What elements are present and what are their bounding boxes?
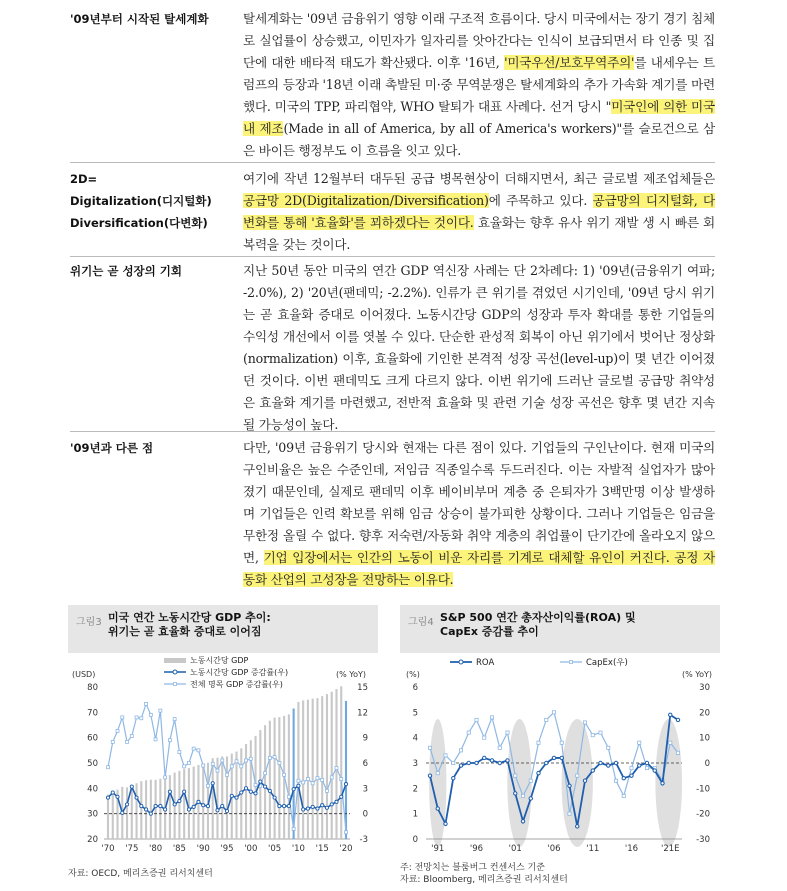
section-paragraph: [243, 8, 715, 162]
point-nominal-gdp-growth: [154, 738, 157, 741]
point-capex: [506, 731, 509, 734]
bar-labor-gdp: [126, 787, 128, 839]
legend-label: ROA: [476, 658, 495, 668]
bar-labor-gdp: [159, 779, 161, 839]
point-nominal-gdp-growth: [325, 789, 328, 792]
point-labor-gdp-growth: [259, 780, 262, 783]
point-nominal-gdp-growth: [230, 765, 233, 768]
y-tick-left: 4: [412, 733, 418, 744]
point-nominal-gdp-growth: [345, 831, 348, 834]
paragraph-text: 를 내세우는 트럼프의 등장과 '18년 이래 촉발된 미·중 무역분쟁은 탈세계화의 추가 가속화 계기를 마련했다. 미국의 TPP, 파리협약, WHO 탈퇴가 대표 사례다. 선거 당시 ": [243, 55, 716, 114]
x-tick: '15: [315, 844, 329, 854]
bar-labor-gdp: [321, 696, 323, 839]
point-nominal-gdp-growth: [140, 717, 143, 720]
point-roa: [661, 782, 664, 785]
point-capex: [537, 741, 540, 744]
point-capex: [645, 766, 648, 769]
point-roa: [506, 759, 509, 762]
bar-labor-gdp: [193, 767, 195, 839]
bar-labor-gdp: [188, 768, 190, 839]
point-nominal-gdp-growth: [121, 716, 124, 719]
point-nominal-gdp-growth: [135, 716, 138, 719]
bar-labor-gdp: [269, 721, 271, 839]
point-capex: [614, 779, 617, 782]
point-labor-gdp-growth: [344, 783, 347, 786]
point-capex: [630, 766, 633, 769]
x-tick: '80: [149, 844, 163, 854]
point-roa: [622, 777, 625, 780]
paragraph-text: 효율화는 향후 유사 위기 재발 생 시 빠른 회복력을 갖는 것이다.: [243, 215, 715, 252]
point-nominal-gdp-growth: [206, 784, 209, 787]
legend-label: CapEx(우): [586, 658, 628, 668]
point-capex: [545, 718, 548, 721]
figure-tag: 그림4: [408, 617, 434, 628]
point-capex: [568, 812, 571, 815]
point-roa: [475, 761, 478, 764]
point-nominal-gdp-growth: [173, 718, 176, 721]
point-capex: [607, 746, 610, 749]
y-tick-left: 2: [412, 784, 418, 795]
point-nominal-gdp-growth: [264, 772, 267, 775]
y-tick-left: 1: [412, 809, 418, 820]
bar-labor-gdp: [140, 781, 142, 839]
point-labor-gdp-growth: [306, 807, 309, 810]
x-tick: '00: [244, 844, 258, 854]
point-nominal-gdp-growth: [226, 773, 229, 776]
point-roa: [467, 761, 470, 764]
point-nominal-gdp-growth: [149, 713, 152, 716]
highlighted-text: 기업 입장에서는 인간의 노동이 비운 자리를 기계로 대체할 유인이 커진다. 공정 자동화 산업의 고성장을 전망하는 이유다.: [243, 550, 715, 587]
x-tick: '16: [624, 844, 639, 854]
divider: [70, 256, 715, 257]
point-labor-gdp-growth: [221, 804, 224, 807]
point-roa: [568, 784, 571, 787]
y-tick-right: -30: [696, 835, 710, 845]
bar-labor-gdp: [312, 699, 314, 839]
point-labor-gdp-growth: [130, 785, 133, 788]
shaded-period: [655, 719, 682, 847]
point-labor-gdp-growth: [116, 795, 119, 798]
bar-labor-gdp: [274, 718, 276, 839]
y-tick-right: 0: [362, 809, 368, 820]
point-labor-gdp-growth: [249, 790, 252, 793]
y-tick-left: 30: [87, 809, 98, 820]
paragraph-text: 에 주목하고 있다.: [488, 193, 593, 208]
point-roa: [444, 822, 447, 825]
chart-labor-gdp: [68, 647, 378, 875]
y-tick-left: 60: [87, 733, 98, 744]
x-tick: '96: [469, 844, 484, 854]
y-tick-left: 40: [87, 784, 98, 795]
divider: [70, 431, 715, 432]
point-nominal-gdp-growth: [183, 765, 186, 768]
point-nominal-gdp-growth: [321, 778, 324, 781]
point-roa: [490, 759, 493, 762]
point-nominal-gdp-growth: [130, 734, 133, 737]
point-capex: [529, 779, 532, 782]
point-labor-gdp-growth: [164, 808, 167, 811]
y-tick-left: 80: [87, 683, 98, 693]
x-tick: '75: [125, 844, 139, 854]
point-roa: [560, 756, 563, 759]
point-nominal-gdp-growth: [273, 756, 276, 759]
point-roa: [614, 761, 617, 764]
point-labor-gdp-growth: [125, 803, 128, 806]
y-tick-left: 70: [87, 708, 98, 719]
y-tick-right: -10: [696, 784, 710, 795]
point-labor-gdp-growth: [263, 785, 266, 788]
paragraph-text: 다만, '09년 금융위기 당시와 현재는 다른 점이 있다. 기업들의 구인난이다. 현재 미국의 구인비율은 높은 수준인데, 저임금 직종일수록 두드러진다. 이는 자발적 실업자가 많아졌기 때문인데, 실제로 팬데믹 이후 베이비부머 계층 중 은퇴자가 3백만명 이상 발생하며 기업들은 인력 확보를 위해 임금 상승이 불가피한 상황이다. 그러나 기업들은 임금을 무한정 올릴 수 없다. 향후 저숙련/자동화 취약 계층의 취업률이 단기간에 올라오지 않으면,: [243, 440, 715, 565]
point-nominal-gdp-growth: [311, 782, 314, 785]
paragraph-text: 탈세계화는 '09년 금융위기 영향 이래 구조적 흐름이다. 당시 미국에서는 장기 경기 침체로 실업률이 상승했고, 이민자가 일자리를 앗아간다는 인식이 보급되면서 타 인종 및 집단에 대한 배타적 태도가 확산됐다. 이후 '16년,: [243, 11, 715, 70]
point-roa: [576, 825, 579, 828]
y-tick-left: 50: [87, 759, 98, 769]
point-nominal-gdp-growth: [168, 739, 171, 742]
point-nominal-gdp-growth: [330, 776, 333, 779]
bar-labor-gdp: [326, 694, 328, 839]
section-label: '09년과 다른 점: [70, 441, 154, 455]
right-unit: (% YoY): [336, 670, 366, 679]
point-labor-gdp-growth: [216, 809, 219, 812]
bar-labor-gdp: [307, 700, 309, 839]
x-tick: '91: [431, 844, 445, 854]
point-labor-gdp-growth: [202, 804, 205, 807]
point-roa: [607, 764, 610, 767]
point-labor-gdp-growth: [235, 796, 238, 799]
point-roa: [676, 718, 679, 721]
x-tick: '01: [508, 844, 522, 854]
x-tick: '06: [547, 844, 561, 854]
y-tick-right: 12: [357, 708, 368, 719]
bar-labor-gdp: [278, 717, 280, 839]
bar-labor-gdp: [155, 780, 157, 839]
figure-source: 자료: OECD, 메리츠증권 리서치센터: [68, 869, 213, 879]
x-tick: '05: [268, 844, 282, 854]
point-capex: [669, 741, 672, 744]
paragraph-text: 지난 50년 동안 미국의 연간 GDP 역신장 사례는 단 2차례다: 1) '09년(금융위기 여파; -2.0%), 2) '20년(팬데믹; -2.2%). 인류가 큰 위기를 겪었던 시기인데, '09년 당시 위기는 곧 효율화 증대로 이어졌다. 노동시간당 GDP의 성장과 투자 확대를 통한 기업들의 수익성 개선에서 이를 엿볼 수 있다. 단순한 관성적 회복이 아닌 위기에서 벗어난 정상화(normalization) 이후, 효율화에 기인한 본격적 성장 곡선(level-up)이 몇 년간 이어졌던 것이다. 이번 팬데믹도 크게 다르지 않다. 이번 위기에 드러난 글로벌 공급망 취약성은 효율화 계기를 마련했고, 전반적 효율화 및 관련 기술 성장 곡선은 향후 몇 년간 지속될 가능성이 높다.: [243, 263, 715, 432]
point-nominal-gdp-growth: [221, 759, 224, 762]
point-capex: [514, 774, 517, 777]
point-nominal-gdp-growth: [145, 702, 148, 705]
divider: [70, 162, 715, 163]
point-labor-gdp-growth: [330, 803, 333, 806]
point-labor-gdp-growth: [321, 804, 324, 807]
point-labor-gdp-growth: [149, 812, 152, 815]
figure-3: [68, 605, 378, 885]
x-tick: '21E: [660, 844, 680, 854]
bar-labor-gdp: [183, 769, 185, 839]
point-capex: [576, 774, 579, 777]
point-capex: [436, 772, 439, 775]
highlighted-text: 공급망의 디지털화, 다변화를 통해 '효율화'를 꾀하겠다는 것이다.: [243, 193, 715, 230]
point-capex: [467, 731, 470, 734]
point-nominal-gdp-growth: [240, 765, 243, 768]
bar-labor-gdp: [112, 793, 114, 839]
point-capex: [459, 749, 462, 752]
point-roa: [552, 756, 555, 759]
point-capex: [428, 746, 431, 749]
point-nominal-gdp-growth: [302, 781, 305, 784]
point-nominal-gdp-growth: [111, 740, 114, 743]
point-roa: [630, 774, 633, 777]
point-nominal-gdp-growth: [192, 747, 195, 750]
y-tick-left: 6: [412, 683, 418, 693]
bar-labor-gdp: [136, 783, 138, 839]
figure-4: [400, 605, 720, 885]
point-nominal-gdp-growth: [340, 778, 343, 781]
bar-labor-gdp: [331, 692, 333, 839]
point-labor-gdp-growth: [302, 808, 305, 811]
point-capex: [521, 794, 524, 797]
bar-labor-gdp: [221, 756, 223, 839]
point-roa: [599, 761, 602, 764]
highlighted-text: '미국우선/보호무역주의': [504, 55, 635, 70]
figure-title: S&P 500 연간 총자산이익률(ROA) 및 CapEx 증감률 추이: [440, 611, 636, 638]
point-nominal-gdp-growth: [197, 749, 200, 752]
shaded-period: [507, 719, 531, 847]
point-labor-gdp-growth: [192, 805, 195, 808]
point-nominal-gdp-growth: [159, 709, 162, 712]
point-labor-gdp-growth: [197, 800, 200, 803]
bar-labor-gdp: [169, 775, 171, 839]
point-roa: [459, 764, 462, 767]
point-labor-gdp-growth: [230, 794, 233, 797]
legend-marker: [459, 660, 463, 664]
point-nominal-gdp-growth: [278, 762, 281, 765]
point-labor-gdp-growth: [292, 788, 295, 791]
point-labor-gdp-growth: [244, 787, 247, 790]
bar-labor-gdp: [178, 771, 180, 839]
x-tick: '95: [220, 844, 234, 854]
point-nominal-gdp-growth: [283, 773, 286, 776]
point-nominal-gdp-growth: [116, 729, 119, 732]
point-labor-gdp-growth: [144, 808, 147, 811]
point-nominal-gdp-growth: [268, 756, 271, 759]
point-capex: [444, 754, 447, 757]
point-labor-gdp-growth: [325, 806, 328, 809]
highlighted-text: 공급망 2D(Digitalization/Diversification): [243, 193, 489, 208]
point-roa: [583, 779, 586, 782]
y-tick-right: 6: [362, 759, 368, 769]
legend-marker: [173, 670, 177, 674]
point-labor-gdp-growth: [297, 784, 300, 787]
point-roa: [483, 756, 486, 759]
y-tick-right: 10: [699, 733, 710, 744]
point-nominal-gdp-growth: [178, 751, 181, 754]
y-tick-right: 9: [362, 733, 368, 744]
y-tick-right: 0: [704, 759, 710, 769]
point-roa: [428, 774, 431, 777]
point-labor-gdp-growth: [111, 791, 114, 794]
point-roa: [514, 792, 517, 795]
point-nominal-gdp-growth: [107, 766, 110, 769]
point-capex: [583, 721, 586, 724]
point-nominal-gdp-growth: [297, 779, 300, 782]
point-capex: [498, 746, 501, 749]
y-tick-left: 5: [412, 708, 418, 719]
bar-labor-gdp: [131, 787, 133, 839]
y-tick-right: -20: [696, 809, 710, 820]
point-roa: [498, 761, 501, 764]
point-nominal-gdp-growth: [211, 762, 214, 765]
bar-labor-gdp: [245, 744, 247, 839]
y-tick-right: -3: [359, 835, 368, 845]
point-capex: [452, 761, 455, 764]
point-capex: [622, 794, 625, 797]
section-label: 2D= Digitalization(디지털화) Diversification(다변화): [70, 172, 212, 230]
point-labor-gdp-growth: [168, 790, 171, 793]
point-roa: [638, 764, 641, 767]
figure-title: 미국 연간 노동시간당 GDP 추이: 위기는 곧 효율화 증대로 이어짐: [108, 611, 271, 638]
point-nominal-gdp-growth: [126, 740, 129, 743]
point-nominal-gdp-growth: [287, 795, 290, 798]
x-tick: '10: [291, 844, 305, 854]
point-labor-gdp-growth: [340, 795, 343, 798]
point-labor-gdp-growth: [135, 796, 138, 799]
point-roa: [537, 771, 540, 774]
bar-labor-gdp: [302, 700, 304, 839]
point-labor-gdp-growth: [178, 799, 181, 802]
point-labor-gdp-growth: [278, 804, 281, 807]
bar-labor-gdp: [288, 714, 290, 839]
section-paragraph: [243, 260, 715, 436]
y-tick-right: 3: [362, 784, 368, 795]
x-tick: '20: [339, 844, 353, 854]
legend-label: 전체 명목 GDP 증감률(우): [190, 680, 283, 689]
bar-labor-gdp: [264, 725, 266, 839]
bar-labor-gdp: [202, 764, 204, 839]
point-capex: [552, 711, 555, 714]
legend-swatch-bar: [164, 658, 186, 663]
point-roa: [653, 769, 656, 772]
paragraph-text: (Made in all of America, by all of America's workers)"를 슬로건으로 삼은 바이든 행정부도 이 흐름을 잇고 있다.: [243, 121, 715, 158]
point-capex: [490, 716, 493, 719]
point-nominal-gdp-growth: [235, 760, 238, 763]
point-nominal-gdp-growth: [164, 776, 167, 779]
point-labor-gdp-growth: [273, 796, 276, 799]
point-capex: [676, 751, 679, 754]
point-nominal-gdp-growth: [245, 759, 248, 762]
point-labor-gdp-growth: [140, 804, 143, 807]
x-tick: '70: [101, 844, 115, 854]
point-labor-gdp-growth: [316, 807, 319, 810]
y-tick-right: 15: [357, 683, 368, 693]
bar-labor-gdp: [107, 795, 109, 839]
point-nominal-gdp-growth: [202, 764, 205, 767]
point-capex: [638, 741, 641, 744]
point-labor-gdp-growth: [225, 810, 228, 813]
point-labor-gdp-growth: [211, 782, 214, 785]
section-label: '09년부터 시작된 탈세계화: [70, 12, 209, 26]
point-capex: [475, 718, 478, 721]
point-roa: [545, 761, 548, 764]
x-tick: '90: [196, 844, 210, 854]
point-capex: [599, 731, 602, 734]
bar-labor-gdp: [297, 702, 299, 839]
x-tick: '11: [586, 844, 600, 854]
figure-source: 주: 전망치는 블룸버그 컨센서스 기준 자료: Bloomberg, 메리츠증권 리서치센터: [400, 863, 568, 885]
legend-label: 노동시간당 GDP: [190, 656, 249, 665]
point-labor-gdp-growth: [206, 804, 209, 807]
y-tick-left: 20: [87, 835, 98, 845]
point-nominal-gdp-growth: [292, 827, 295, 830]
point-capex: [591, 734, 594, 737]
section-paragraph: [243, 437, 715, 591]
y-tick-left: 0: [412, 835, 418, 845]
paragraph-text: 여기에 작년 12월부터 대두된 공급 병목현상이 더해지면서, 최근 글로벌 제조업체들은: [243, 171, 715, 186]
point-labor-gdp-growth: [311, 805, 314, 808]
highlighted-text: 미국인에 의한 미국 내 제조: [243, 99, 715, 136]
point-roa: [436, 807, 439, 810]
point-capex: [560, 741, 563, 744]
point-labor-gdp-growth: [187, 808, 190, 811]
legend-label: 노동시간당 GDP 증감률(우): [190, 668, 289, 677]
left-unit: (%): [406, 670, 420, 679]
section-paragraph: [243, 168, 715, 256]
point-labor-gdp-growth: [154, 804, 157, 807]
point-nominal-gdp-growth: [249, 757, 252, 760]
point-roa: [669, 713, 672, 716]
point-labor-gdp-growth: [268, 789, 271, 792]
legend-marker: [570, 661, 573, 664]
bar-labor-gdp: [335, 689, 337, 839]
bar-labor-gdp: [150, 780, 152, 839]
point-nominal-gdp-growth: [316, 777, 319, 780]
bar-labor-gdp: [212, 758, 214, 839]
point-labor-gdp-growth: [173, 803, 176, 806]
point-roa: [645, 761, 648, 764]
y-tick-right: 20: [699, 708, 710, 719]
point-labor-gdp-growth: [287, 804, 290, 807]
bar-labor-gdp: [226, 756, 228, 839]
point-labor-gdp-growth: [159, 804, 162, 807]
figure-tag: 그림3: [76, 617, 102, 628]
point-labor-gdp-growth: [254, 792, 257, 795]
point-nominal-gdp-growth: [335, 767, 338, 770]
point-nominal-gdp-growth: [306, 778, 309, 781]
point-nominal-gdp-growth: [187, 762, 190, 765]
bar-labor-gdp: [255, 736, 257, 839]
bar-labor-gdp: [250, 740, 252, 839]
point-labor-gdp-growth: [121, 811, 124, 814]
point-nominal-gdp-growth: [254, 783, 257, 786]
bar-labor-gdp: [340, 686, 342, 839]
point-capex: [483, 736, 486, 739]
y-tick-left: 3: [412, 759, 418, 769]
point-labor-gdp-growth: [183, 790, 186, 793]
bar-labor-gdp: [235, 752, 237, 839]
left-unit: (USD): [72, 670, 96, 679]
point-labor-gdp-growth: [240, 791, 243, 794]
x-tick: '85: [172, 844, 186, 854]
y-tick-right: 30: [699, 683, 710, 693]
point-labor-gdp-growth: [335, 800, 338, 803]
legend-marker: [174, 683, 177, 686]
point-nominal-gdp-growth: [216, 769, 219, 772]
right-unit: (% YoY): [682, 670, 712, 679]
point-labor-gdp-growth: [283, 804, 286, 807]
bar-labor-gdp: [316, 698, 318, 839]
point-roa: [452, 777, 455, 780]
chart-roa-capex: [400, 647, 720, 875]
point-labor-gdp-growth: [106, 796, 109, 799]
point-roa: [591, 769, 594, 772]
section-label: 위기는 곧 성장의 기회: [70, 264, 182, 278]
point-roa: [521, 820, 524, 823]
point-roa: [529, 797, 532, 800]
